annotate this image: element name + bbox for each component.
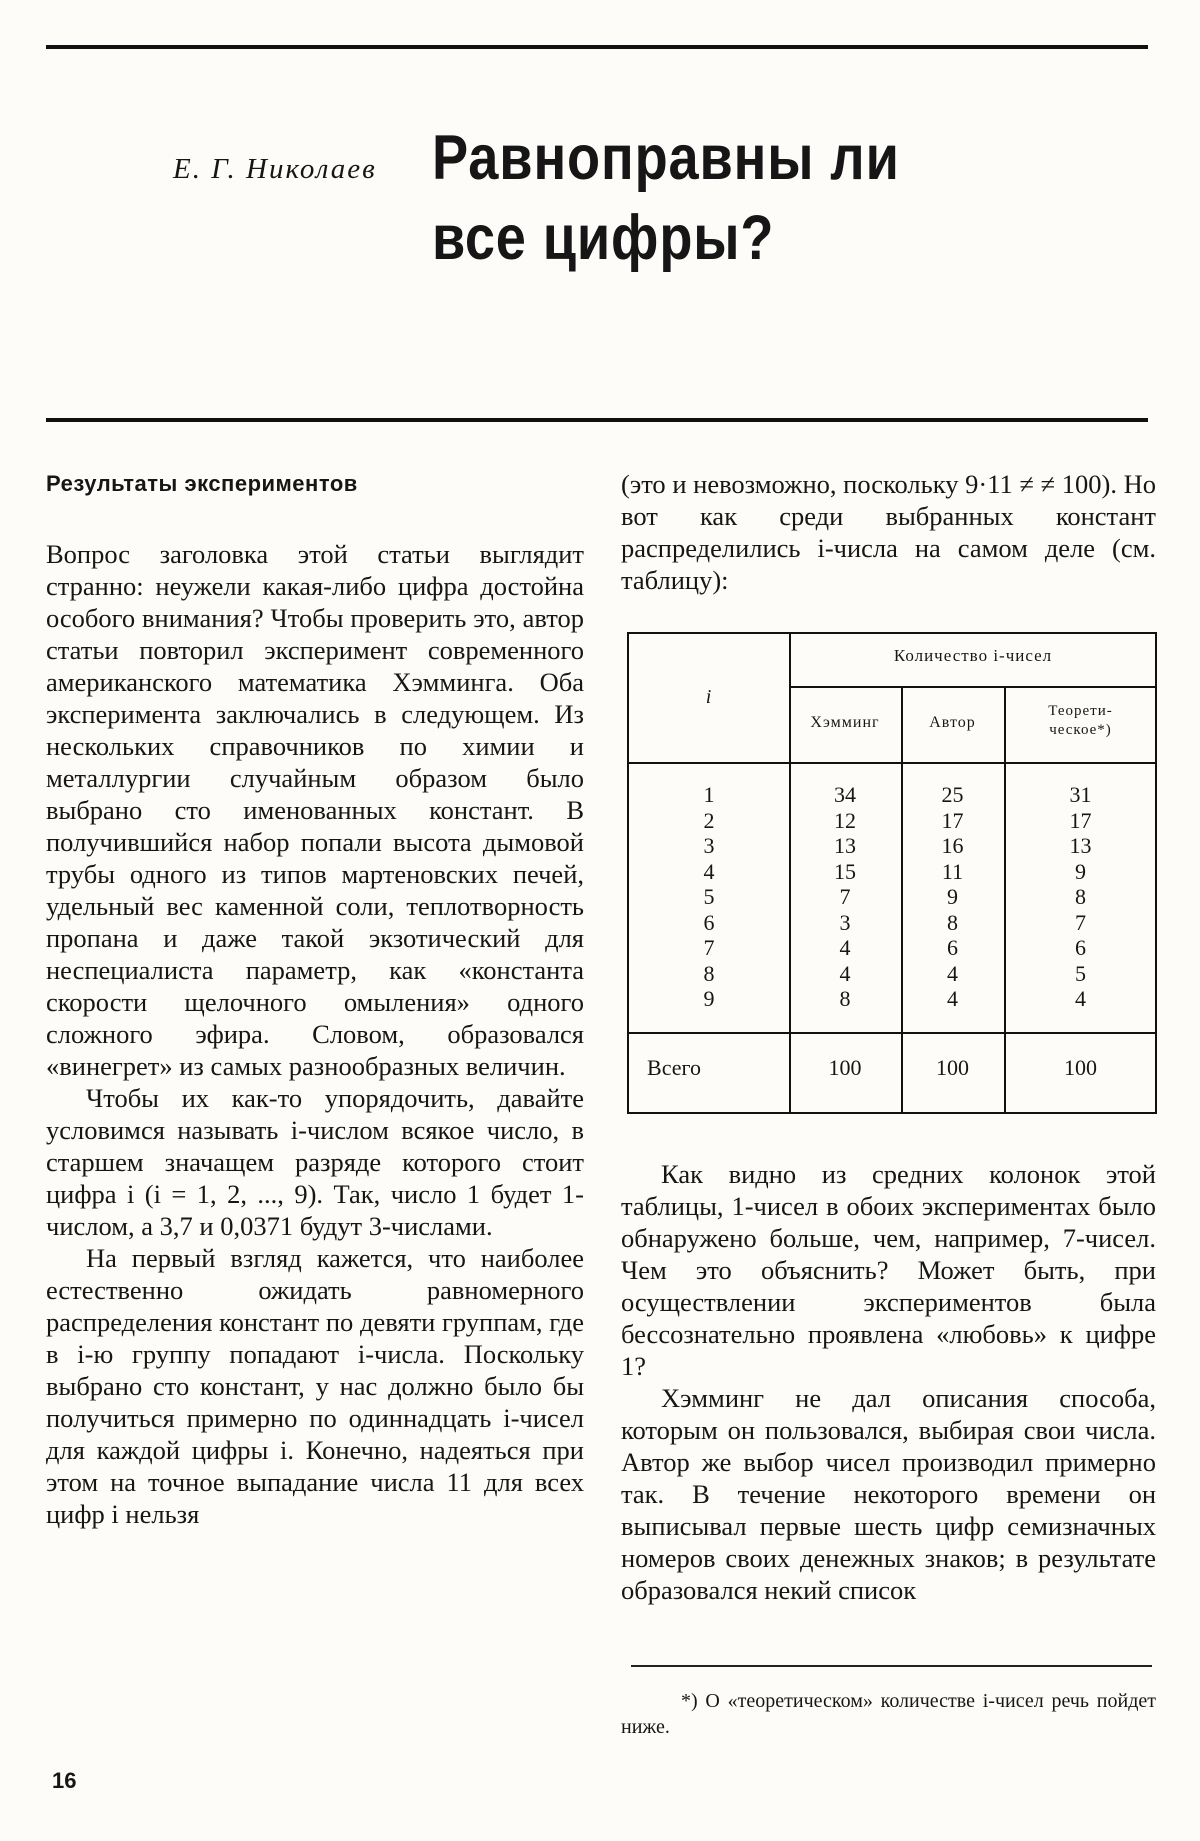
- header-theory-line-2: ческое*): [1049, 722, 1112, 738]
- table-cell: 17: [941, 807, 964, 833]
- table-cell: 7: [839, 884, 851, 909]
- header-i: i: [705, 686, 713, 708]
- column-hamming: [789, 782, 901, 1012]
- paragraph: Хэмминг не дал описания способа, которым он пользовался, выбирая свои числа. Автор же выбор чисел производил примерно так. В течение некоторого времени он выписывал первые шесть цифр семизначных номеров своих денежных знаков; в результате образовался некий список: [621, 1383, 1156, 1605]
- table-cell: 5: [703, 884, 715, 909]
- table-cell: 7: [1075, 909, 1086, 935]
- table-cell: 8: [947, 909, 958, 935]
- table-cell: 4: [1075, 986, 1086, 1011]
- footnote: *) О «теоретическом» количестве i-чисел речь пойдет ниже.: [621, 1690, 1156, 1738]
- header-author: Автор: [929, 714, 976, 731]
- table-cell: 8: [703, 960, 715, 986]
- paragraph: Чтобы их как-то упорядочить, давайте условимся называть i-числом всякое число, в старшем значащем разряде которого стоит цифра i (i = 1, 2, ..., 9). Так, число 1 будет 1-числом, а 3,7 и 0,0371 будут 3-числами.: [46, 1083, 584, 1241]
- total-hamming: 100: [828, 1055, 862, 1080]
- table-cell: 9: [1075, 858, 1086, 884]
- table-cell: 7: [703, 935, 715, 960]
- paragraph: Вопрос заголовка этой статьи выглядит странно: неужели какая-либо цифра достойна особого внимания? Чтобы проверить это, автор статьи повторил эксперимент современного американского математика Хэмминга. Оба эксперимента заключались в следующем. Из нескольких справочников по химии и металлургии случайным образом было выбрано сто именованных констант. В получившийся набор попали высота дымовой трубы одного из типов мартеновских печей, удельный вес каменной соли, теплотворность пропана и даже такой экзотический для неспециалиста параметр, как «константа скорости щелочного омыления» одного сложного эфира. Словом, образовался «винегрет» из самых разнообразных величин.: [46, 539, 584, 1081]
- table-cell: 31: [1069, 782, 1092, 807]
- table-cell: 15: [834, 858, 856, 884]
- table-divider: [789, 686, 1155, 688]
- table-cell: 9: [703, 986, 715, 1011]
- table-cell: 4: [839, 960, 851, 986]
- table-cell: 12: [834, 807, 856, 833]
- table-cell: 5: [1075, 960, 1086, 986]
- table-cell: 6: [703, 909, 715, 935]
- section-heading: Результаты экспериментов: [46, 471, 358, 496]
- column-author: [901, 782, 1004, 1012]
- paragraph: На первый взгляд кажется, что наиболее естественно ожидать равномерного распределения констант по девяти группам, где в i-ю группу попадают i-числа. Поскольку выбрано сто констант, у нас должно было бы получиться примерно по одиннадцать i-чисел для каждой цифры i. Конечно, надеяться при этом на точное выпадание числа 11 для всех цифр i нельзя: [46, 1243, 584, 1529]
- table-cell: 6: [1075, 935, 1086, 960]
- paragraph: Как видно из средних колонок этой таблицы, 1-чисел в обоих экспериментах было обнаружено больше, чем, например, 7-чисел. Чем это объяснить? Может быть, при осуществлении экспериментов была бессознательно проявлена «любовь» к цифре 1?: [621, 1159, 1156, 1381]
- table-cell: 13: [1069, 833, 1092, 858]
- header-group: Количество i-чисел: [893, 646, 1053, 665]
- table-cell: 3: [703, 833, 715, 858]
- right-column-body: [621, 1158, 1156, 1606]
- table-cell: 3: [839, 909, 851, 935]
- left-column: [46, 468, 584, 1530]
- table-cell: 8: [839, 986, 851, 1011]
- total-theory: 100: [1064, 1055, 1097, 1080]
- title-line-2: все цифры?: [432, 203, 775, 273]
- table-divider: [629, 1032, 1155, 1034]
- header-hamming: Хэмминг: [810, 714, 880, 731]
- table-cell: 4: [703, 858, 715, 884]
- table-cell: 8: [1075, 884, 1086, 909]
- total-author: 100: [936, 1055, 969, 1080]
- table-divider: [629, 762, 1155, 764]
- table-cell: 34: [834, 782, 856, 807]
- table-cell: 16: [941, 833, 964, 858]
- table-cell: 11: [941, 858, 964, 884]
- total-label: Всего: [647, 1055, 701, 1080]
- page-number: 16: [52, 1768, 77, 1793]
- table-cell: 1: [703, 782, 715, 807]
- table-cell: 9: [947, 884, 958, 909]
- table-cell: 2: [703, 807, 715, 833]
- header-theory: [1004, 702, 1157, 740]
- header-theory-line-1: Теорети-: [1048, 703, 1113, 719]
- footnote-rule: [631, 1665, 1152, 1667]
- header-rule: [46, 418, 1148, 422]
- table-cell: 13: [834, 833, 856, 858]
- table-cell: 17: [1069, 807, 1092, 833]
- right-column-intro: [621, 468, 1156, 596]
- paragraph: (это и невозможно, поскольку 9·11 ≠ ≠ 100). Но вот как среди выбранных констант распределились i-числа на самом деле (см. таблицу):: [621, 469, 1156, 595]
- article-author: Е. Г. Николаев: [173, 153, 377, 185]
- article-title: [432, 118, 900, 278]
- title-line-1: Равноправны ли: [432, 123, 900, 193]
- table-cell: 4: [947, 986, 958, 1011]
- digit-count-table: [627, 632, 1157, 1114]
- table-cell: 4: [947, 960, 958, 986]
- column-i: [629, 782, 789, 1012]
- table-cell: 25: [941, 782, 964, 807]
- column-theory: [1004, 782, 1157, 1012]
- table-cell: 6: [947, 935, 958, 960]
- top-rule: [46, 45, 1148, 49]
- table-cell: 4: [839, 935, 851, 960]
